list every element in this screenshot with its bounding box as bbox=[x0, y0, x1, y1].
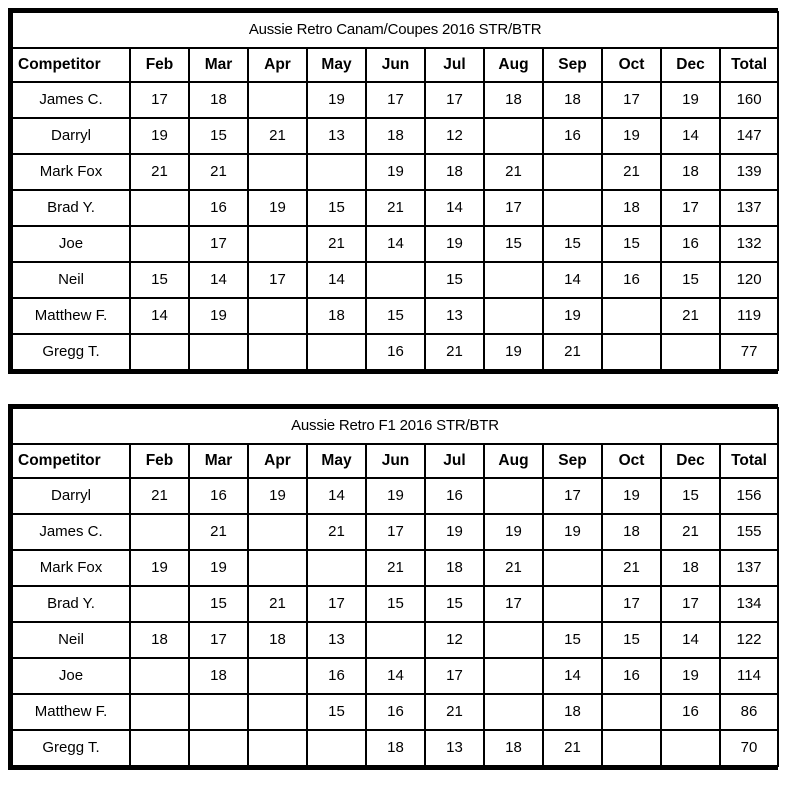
score-cell-empty bbox=[131, 191, 188, 225]
standings-table bbox=[11, 11, 779, 371]
score-cell: 18 bbox=[131, 623, 188, 657]
score-cell: 17 bbox=[544, 479, 601, 513]
score-cell: 13 bbox=[426, 731, 483, 765]
score-cell: 12 bbox=[426, 119, 483, 153]
score-cell: 21 bbox=[544, 335, 601, 369]
score-cell: 21 bbox=[603, 551, 660, 585]
score-cell-empty bbox=[662, 731, 719, 765]
score-cell: 21 bbox=[544, 731, 601, 765]
column-header-aug: Aug bbox=[485, 49, 542, 81]
score-cell: 15 bbox=[485, 227, 542, 261]
total-cell: 120 bbox=[721, 263, 777, 297]
score-cell: 12 bbox=[426, 623, 483, 657]
competitor-name: Brad Y. bbox=[13, 191, 129, 225]
total-cell: 77 bbox=[721, 335, 777, 369]
score-cell: 15 bbox=[544, 227, 601, 261]
score-cell: 21 bbox=[426, 695, 483, 729]
total-cell: 114 bbox=[721, 659, 777, 693]
score-cell-empty bbox=[131, 227, 188, 261]
results-table-canam-coupes bbox=[8, 8, 778, 374]
score-cell: 19 bbox=[367, 155, 424, 189]
score-cell: 15 bbox=[190, 119, 247, 153]
column-header-total: Total bbox=[721, 445, 777, 477]
competitor-name: Darryl bbox=[13, 119, 129, 153]
score-cell: 18 bbox=[367, 119, 424, 153]
table-row bbox=[13, 479, 777, 513]
column-header-feb: Feb bbox=[131, 445, 188, 477]
competitor-name: Mark Fox bbox=[13, 551, 129, 585]
score-cell-empty bbox=[485, 479, 542, 513]
score-cell: 15 bbox=[662, 263, 719, 297]
score-cell-empty bbox=[131, 335, 188, 369]
total-cell: 137 bbox=[721, 191, 777, 225]
column-header-row bbox=[13, 49, 777, 81]
competitor-name: Matthew F. bbox=[13, 695, 129, 729]
score-cell: 17 bbox=[662, 587, 719, 621]
total-cell: 134 bbox=[721, 587, 777, 621]
column-header-oct: Oct bbox=[603, 49, 660, 81]
competitor-name: Brad Y. bbox=[13, 587, 129, 621]
total-cell: 119 bbox=[721, 299, 777, 333]
score-cell: 17 bbox=[662, 191, 719, 225]
score-cell: 18 bbox=[190, 659, 247, 693]
score-cell: 14 bbox=[190, 263, 247, 297]
score-cell-empty bbox=[603, 695, 660, 729]
column-header-dec: Dec bbox=[662, 445, 719, 477]
score-cell: 16 bbox=[308, 659, 365, 693]
total-cell: 70 bbox=[721, 731, 777, 765]
score-cell-empty bbox=[544, 155, 601, 189]
score-cell: 16 bbox=[603, 263, 660, 297]
score-cell: 18 bbox=[426, 551, 483, 585]
competitor-name: Gregg T. bbox=[13, 731, 129, 765]
score-cell: 15 bbox=[662, 479, 719, 513]
total-cell: 137 bbox=[721, 551, 777, 585]
score-cell-empty bbox=[131, 587, 188, 621]
score-cell: 18 bbox=[662, 551, 719, 585]
score-cell: 19 bbox=[190, 299, 247, 333]
score-cell: 21 bbox=[426, 335, 483, 369]
score-cell: 16 bbox=[190, 479, 247, 513]
competitor-name: Matthew F. bbox=[13, 299, 129, 333]
score-cell: 17 bbox=[485, 191, 542, 225]
score-cell: 19 bbox=[603, 479, 660, 513]
competitor-name: Neil bbox=[13, 623, 129, 657]
score-cell-empty bbox=[249, 731, 306, 765]
score-cell: 21 bbox=[367, 551, 424, 585]
score-cell-empty bbox=[485, 263, 542, 297]
score-cell-empty bbox=[367, 263, 424, 297]
score-cell: 16 bbox=[662, 695, 719, 729]
score-cell-empty bbox=[190, 731, 247, 765]
score-cell: 21 bbox=[367, 191, 424, 225]
score-cell-empty bbox=[249, 551, 306, 585]
score-cell: 14 bbox=[662, 623, 719, 657]
table-row bbox=[13, 335, 777, 369]
score-cell: 17 bbox=[426, 659, 483, 693]
score-cell-empty bbox=[131, 659, 188, 693]
score-cell: 21 bbox=[308, 515, 365, 549]
table-row bbox=[13, 659, 777, 693]
score-cell-empty bbox=[249, 659, 306, 693]
table-row bbox=[13, 731, 777, 765]
score-cell: 18 bbox=[485, 731, 542, 765]
total-cell: 147 bbox=[721, 119, 777, 153]
score-cell: 17 bbox=[367, 83, 424, 117]
score-cell-empty bbox=[485, 659, 542, 693]
score-cell: 21 bbox=[190, 515, 247, 549]
score-cell: 19 bbox=[131, 119, 188, 153]
column-header-competitor: Competitor bbox=[13, 445, 129, 477]
table-row bbox=[13, 515, 777, 549]
score-cell: 18 bbox=[485, 83, 542, 117]
results-table-f1 bbox=[8, 404, 778, 770]
score-cell: 18 bbox=[249, 623, 306, 657]
column-header-may: May bbox=[308, 49, 365, 81]
score-cell: 18 bbox=[662, 155, 719, 189]
competitor-name: Gregg T. bbox=[13, 335, 129, 369]
table-row bbox=[13, 623, 777, 657]
score-cell: 15 bbox=[308, 191, 365, 225]
score-cell: 15 bbox=[190, 587, 247, 621]
table-row bbox=[13, 587, 777, 621]
score-cell-empty bbox=[603, 299, 660, 333]
column-header-row bbox=[13, 445, 777, 477]
score-cell: 14 bbox=[662, 119, 719, 153]
score-cell-empty bbox=[367, 623, 424, 657]
score-cell: 13 bbox=[426, 299, 483, 333]
score-cell-empty bbox=[190, 335, 247, 369]
column-header-dec: Dec bbox=[662, 49, 719, 81]
score-cell: 15 bbox=[426, 263, 483, 297]
score-cell: 21 bbox=[662, 515, 719, 549]
score-cell: 21 bbox=[249, 119, 306, 153]
score-cell: 16 bbox=[367, 335, 424, 369]
score-cell: 14 bbox=[426, 191, 483, 225]
score-cell: 14 bbox=[544, 263, 601, 297]
score-cell: 15 bbox=[603, 623, 660, 657]
column-header-mar: Mar bbox=[190, 49, 247, 81]
score-cell: 14 bbox=[308, 263, 365, 297]
table-body-0 bbox=[13, 13, 777, 369]
total-cell: 139 bbox=[721, 155, 777, 189]
score-cell: 21 bbox=[131, 155, 188, 189]
score-cell: 19 bbox=[308, 83, 365, 117]
score-cell: 19 bbox=[544, 515, 601, 549]
column-header-sep: Sep bbox=[544, 49, 601, 81]
score-cell: 18 bbox=[308, 299, 365, 333]
score-cell: 14 bbox=[131, 299, 188, 333]
column-header-total: Total bbox=[721, 49, 777, 81]
score-cell-empty bbox=[249, 227, 306, 261]
score-cell: 19 bbox=[485, 335, 542, 369]
competitor-name: James C. bbox=[13, 83, 129, 117]
competitor-name: Neil bbox=[13, 263, 129, 297]
score-cell-empty bbox=[131, 515, 188, 549]
score-cell: 16 bbox=[544, 119, 601, 153]
title-row bbox=[13, 409, 777, 443]
score-cell-empty bbox=[308, 551, 365, 585]
column-header-feb: Feb bbox=[131, 49, 188, 81]
score-cell: 18 bbox=[544, 695, 601, 729]
score-cell-empty bbox=[249, 695, 306, 729]
score-cell-empty bbox=[131, 695, 188, 729]
column-header-sep: Sep bbox=[544, 445, 601, 477]
score-cell: 19 bbox=[367, 479, 424, 513]
score-cell: 21 bbox=[249, 587, 306, 621]
score-cell: 17 bbox=[603, 587, 660, 621]
score-cell-empty bbox=[662, 335, 719, 369]
score-cell: 19 bbox=[426, 515, 483, 549]
score-cell-empty bbox=[308, 155, 365, 189]
score-cell: 16 bbox=[426, 479, 483, 513]
score-cell: 19 bbox=[662, 659, 719, 693]
score-cell: 21 bbox=[308, 227, 365, 261]
table-row bbox=[13, 227, 777, 261]
score-cell: 16 bbox=[367, 695, 424, 729]
total-cell: 160 bbox=[721, 83, 777, 117]
score-cell-empty bbox=[249, 335, 306, 369]
score-cell-empty bbox=[249, 299, 306, 333]
standings-table bbox=[11, 407, 779, 767]
score-cell: 15 bbox=[131, 263, 188, 297]
column-header-aug: Aug bbox=[485, 445, 542, 477]
score-cell: 18 bbox=[603, 515, 660, 549]
competitor-name: James C. bbox=[13, 515, 129, 549]
score-cell: 21 bbox=[662, 299, 719, 333]
score-cell: 17 bbox=[367, 515, 424, 549]
score-cell: 14 bbox=[308, 479, 365, 513]
score-cell-empty bbox=[603, 731, 660, 765]
column-header-apr: Apr bbox=[249, 49, 306, 81]
score-cell-empty bbox=[249, 83, 306, 117]
column-header-apr: Apr bbox=[249, 445, 306, 477]
score-cell-empty bbox=[485, 623, 542, 657]
column-header-oct: Oct bbox=[603, 445, 660, 477]
score-cell: 15 bbox=[367, 587, 424, 621]
score-cell: 16 bbox=[603, 659, 660, 693]
score-cell-empty bbox=[308, 335, 365, 369]
score-cell: 17 bbox=[131, 83, 188, 117]
table-row bbox=[13, 695, 777, 729]
score-cell-empty bbox=[544, 191, 601, 225]
score-cell: 16 bbox=[190, 191, 247, 225]
score-cell: 19 bbox=[485, 515, 542, 549]
score-cell: 19 bbox=[603, 119, 660, 153]
competitor-name: Darryl bbox=[13, 479, 129, 513]
score-cell: 18 bbox=[190, 83, 247, 117]
table-row bbox=[13, 119, 777, 153]
score-cell: 14 bbox=[367, 659, 424, 693]
table-row bbox=[13, 263, 777, 297]
table-row bbox=[13, 83, 777, 117]
total-cell: 122 bbox=[721, 623, 777, 657]
score-cell: 17 bbox=[249, 263, 306, 297]
competitor-name: Mark Fox bbox=[13, 155, 129, 189]
total-cell: 156 bbox=[721, 479, 777, 513]
column-header-competitor: Competitor bbox=[13, 49, 129, 81]
score-cell-empty bbox=[544, 551, 601, 585]
score-cell: 17 bbox=[308, 587, 365, 621]
score-cell: 21 bbox=[603, 155, 660, 189]
score-cell: 21 bbox=[485, 155, 542, 189]
score-cell: 18 bbox=[367, 731, 424, 765]
score-cell: 15 bbox=[426, 587, 483, 621]
score-cell: 18 bbox=[603, 191, 660, 225]
score-cell: 15 bbox=[367, 299, 424, 333]
score-cell: 18 bbox=[544, 83, 601, 117]
score-cell: 19 bbox=[249, 191, 306, 225]
column-header-may: May bbox=[308, 445, 365, 477]
competitor-name: Joe bbox=[13, 227, 129, 261]
score-cell: 19 bbox=[249, 479, 306, 513]
table-row bbox=[13, 191, 777, 225]
score-cell-empty bbox=[485, 299, 542, 333]
score-cell: 13 bbox=[308, 119, 365, 153]
score-cell: 17 bbox=[190, 623, 247, 657]
score-cell: 14 bbox=[367, 227, 424, 261]
table-title: Aussie Retro Canam/Coupes 2016 STR/BTR bbox=[13, 13, 777, 47]
score-cell: 15 bbox=[544, 623, 601, 657]
score-cell: 18 bbox=[426, 155, 483, 189]
score-cell: 21 bbox=[190, 155, 247, 189]
total-cell: 86 bbox=[721, 695, 777, 729]
score-cell: 19 bbox=[190, 551, 247, 585]
table-title: Aussie Retro F1 2016 STR/BTR bbox=[13, 409, 777, 443]
score-cell: 17 bbox=[603, 83, 660, 117]
score-cell-empty bbox=[485, 695, 542, 729]
total-cell: 132 bbox=[721, 227, 777, 261]
score-cell-empty bbox=[249, 515, 306, 549]
column-header-jul: Jul bbox=[426, 49, 483, 81]
score-cell: 13 bbox=[308, 623, 365, 657]
score-cell-empty bbox=[544, 587, 601, 621]
title-row bbox=[13, 13, 777, 47]
score-cell: 19 bbox=[426, 227, 483, 261]
score-cell: 19 bbox=[544, 299, 601, 333]
score-cell-empty bbox=[485, 119, 542, 153]
table-row bbox=[13, 155, 777, 189]
score-cell: 19 bbox=[662, 83, 719, 117]
table-row bbox=[13, 551, 777, 585]
score-cell-empty bbox=[603, 335, 660, 369]
score-cell: 21 bbox=[131, 479, 188, 513]
table-row bbox=[13, 299, 777, 333]
total-cell: 155 bbox=[721, 515, 777, 549]
table-body-1 bbox=[13, 409, 777, 765]
score-cell-empty bbox=[131, 731, 188, 765]
score-cell: 17 bbox=[426, 83, 483, 117]
column-header-mar: Mar bbox=[190, 445, 247, 477]
score-cell-empty bbox=[190, 695, 247, 729]
score-cell: 19 bbox=[131, 551, 188, 585]
score-cell: 17 bbox=[190, 227, 247, 261]
score-cell: 15 bbox=[603, 227, 660, 261]
score-cell: 15 bbox=[308, 695, 365, 729]
column-header-jun: Jun bbox=[367, 445, 424, 477]
score-cell: 17 bbox=[485, 587, 542, 621]
score-cell: 16 bbox=[662, 227, 719, 261]
score-cell-empty bbox=[308, 731, 365, 765]
competitor-name: Joe bbox=[13, 659, 129, 693]
column-header-jul: Jul bbox=[426, 445, 483, 477]
score-cell: 21 bbox=[485, 551, 542, 585]
score-cell-empty bbox=[249, 155, 306, 189]
score-cell: 14 bbox=[544, 659, 601, 693]
column-header-jun: Jun bbox=[367, 49, 424, 81]
